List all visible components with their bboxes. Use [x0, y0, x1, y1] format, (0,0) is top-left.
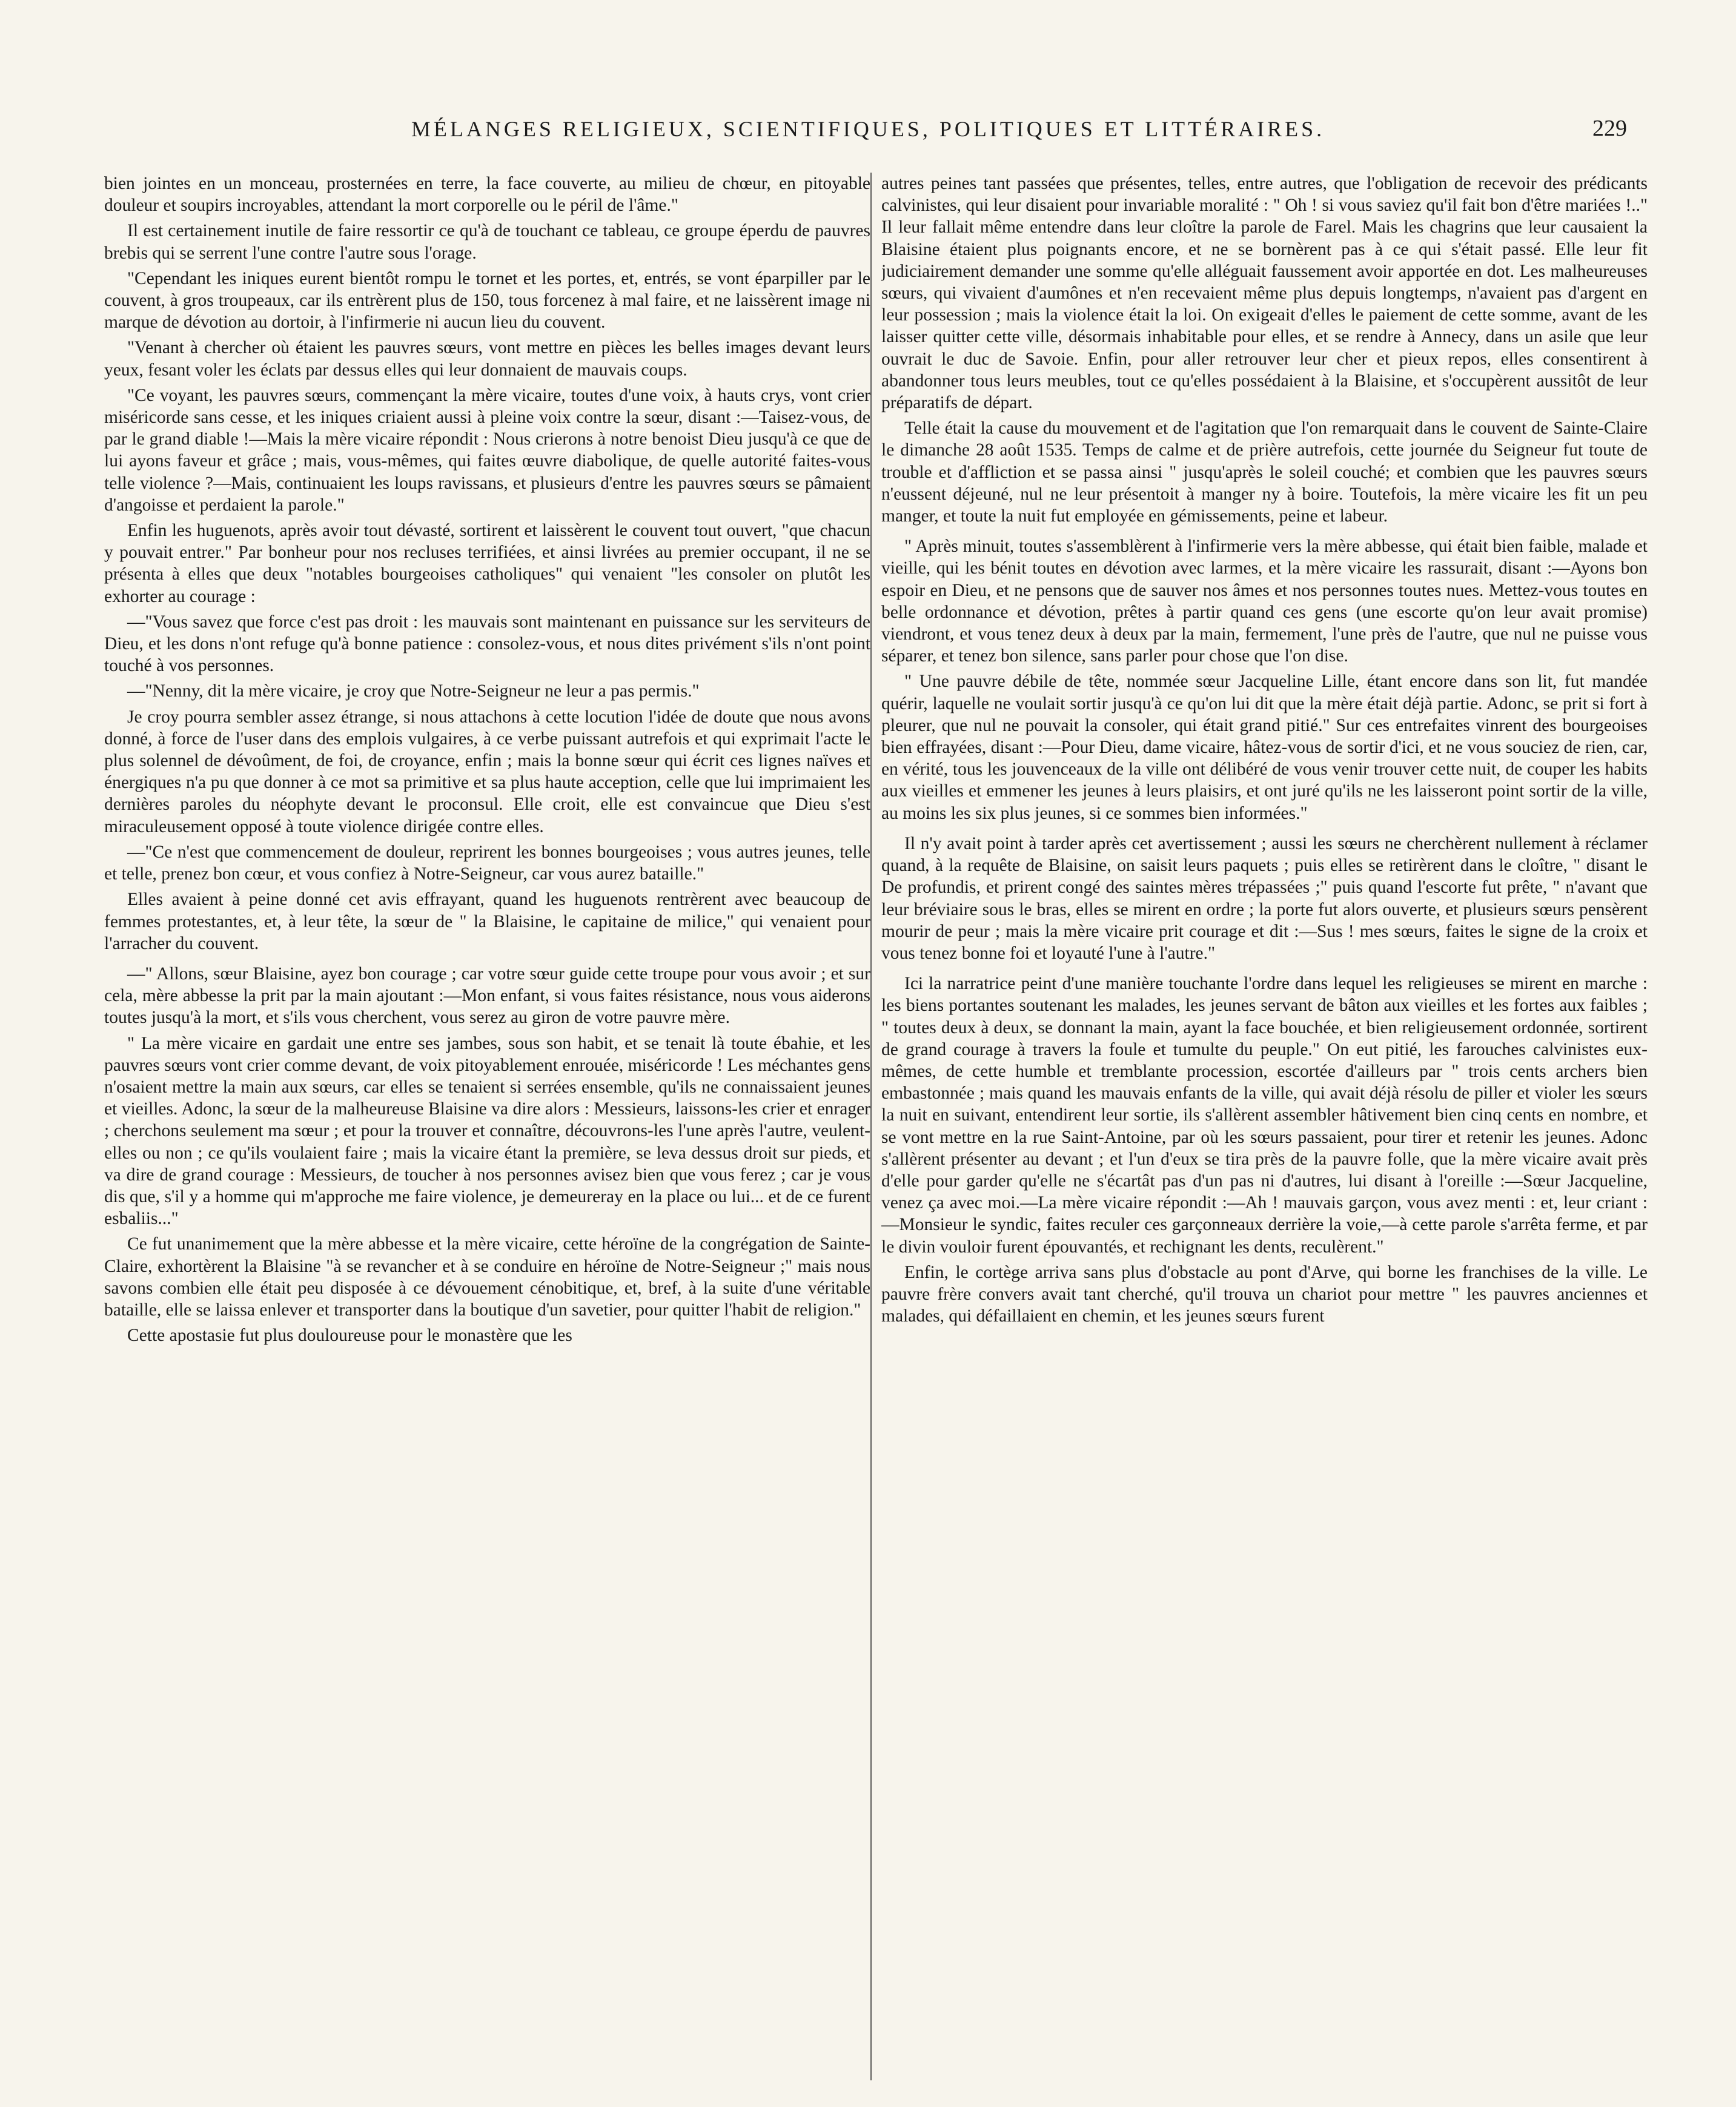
paragraph: —"Vous savez que force c'est pas droit : les mauvais sont maintenant en puissance sur les serviteurs de Dieu, et les dons n'ont refuge qu'à bonne patience : consolez-vous, et nous dites privément s'ils n'ont point touché à vos personnes.	[104, 612, 870, 676]
right-column	[881, 173, 1648, 2086]
paragraph: Telle était la cause du mouvement et de l'agitation que l'on remarquait dans le couvent de Sainte-Claire le dimanche 28 août 1535. Temps de calme et de prière autrefois, cette journée du Seigneur fut toute de trouble et d'affliction et se passa ainsi " jusqu'après le soleil couché; et combien que les pauvres sœurs n'eussent déjeuné, nul ne leur présentoit à manger ny à boire. Toutefois, la mère vicaire les fit un peu manger, et toute la nuit fut employée en gémissements, peine et labeur.	[881, 418, 1648, 526]
paragraph: " Une pauvre débile de tête, nommée sœur Jacqueline Lille, étant encore dans son lit, fut mandée quérir, laquelle ne voulait sortir jusqu'à ce qu'on lui dit que la mère était déjà partie. Adonc, se prit si fort à pleurer, que nul ne pouvait la consoler, qui était grand pitié." Sur ces entrefaites vinrent des bourgeoises bien effrayées, disant :—Pour Dieu, dame vicaire, hâtez-vous de sortir d'ici, et ne vous souciez de rien, car, en vérité, tous les jouvenceaux de la ville ont délibéré de vous venir trouver cette nuit, de couper les habits aux vieilles et emmener les jeunes à leurs plaisirs, et ont juré qu'ils ne les laisseront point sortir de la ville, au moins les six plus jeunes, si ce sommes bien informées."	[881, 672, 1648, 823]
paragraph: Ici la narratrice peint d'une manière touchante l'ordre dans lequel les religieuses se mirent en marche : les biens portantes soutenant les malades, les jeunes servant de bâton aux vieilles et les fortes aux faibles ; " toutes deux à deux, se donnant la main, ayant la face bouchée, et bien religieusement ordonnée, sortirent de grand courage à travers la foule et tumulte du peuple." On eut pitié, les farouches calvinistes eux-mêmes, de cette humble et tremblante procession, escortée d'ailleurs par " trois cents archers bien embastonnée ; mais quand les mauvais enfants de la ville, qui avait déjà résolu de piller et violer les sœurs la nuit en suivant, entendirent leur sortie, ils s'allèrent assembler hâtivement bien cinq cents en nombre, et se vont mettre en la rue Saint-Antoine, par où les sœurs passaient, pour tirer et retenir les jeunes. Adonc s'allèrent présenter au devant ; et l'un d'eux se tira près de la pauvre folle, que la mère vicaire avait près d'elle pour garder qu'elle ne s'écartât pas d'un pas ni d'autres, lui disant à l'oreille :—Sœur Jacqueline, venez ça avec moi.—La mère vicaire répondit :—Ah ! mauvais garçon, vous avez menti : et, leur criant :—Monsieur le syndic, faites reculer ces garçonneaux derrière la voie,—à cette parole s'arrêta ferme, et par le divin vouloir furent épouvantés, et rechignant les dents, reculèrent."	[881, 974, 1648, 1257]
left-column	[104, 173, 870, 2086]
paragraph: bien jointes en un monceau, prosternées en terre, la face couverte, au milieu de chœur, en pitoyable douleur et soupirs incroyables, attendant la mort corporelle ou le péril de l'âme."	[104, 174, 870, 216]
paragraph: Je croy pourra sembler assez étrange, si nous attachons à cette locution l'idée de doute que nous avons donné, à force de l'user dans des emplois vulgaires, à ce verbe puissant autrefois et qui exprimait l'acte le plus solennel de dévoûment, de foi, de croyance, enfin ; mais la bonne sœur qui écrit ces lignes naïves et énergiques n'a pu que donner à ce mot sa primitive et sa plus haute acception, celle que lui imprimaient les dernières paroles du néophyte devant le proconsul. Elle croit, elle est convaincue que Dieu s'est miraculeusement opposé à toute violence dirigée contre elles.	[104, 707, 870, 836]
page-number: 229	[1592, 116, 1627, 141]
paragraph: Ce fut unanimement que la mère abbesse et la mère vicaire, cette héroïne de la congrégation de Sainte-Claire, exhortèrent la Blaisine "à se revancher et à se conduire en héroïne de Notre-Seigneur ;" mais nous savons combien elle était peu disposée à ce dévouement cénobitique, et, bref, à la suite d'une véritable bataille, elle se laissa enlever et transporter dans la boutique d'un savetier, pour quitter l'habit de religion."	[104, 1234, 870, 1320]
page-header	[91, 115, 1645, 151]
paragraph: " La mère vicaire en gardait une entre ses jambes, sous son habit, et se tenait là toute ébahie, et les pauvres sœurs vont crier comme devant, de voix pitoyablement enrouée, miséricorde ! Les méchantes gens n'osaient mettre la main aux sœurs, car elles se tenaient si serrées ensemble, qu'ils ne connaissaient jeunes et vieilles. Adonc, la sœur de la malheureuse Blaisine va dire alors : Messieurs, laissons-les crier et enrager ; cherchons seulement ma sœur ; et pour la trouver et connaître, découvrons-les l'une après l'autre, veulent-elles ou non ; ce qu'ils voulaient faire ; mais la vicaire étant la première, se leva dessus droit sur pieds, et va dire de grand courage : Messieurs, de toucher à nos personnes avisez bien que vous ferez ; car je vous dis que, s'il y a homme qui m'approche me faire violence, je demeureray en la place ou lui... et de ce furent esbaliis..."	[104, 1033, 870, 1229]
paragraph: Cette apostasie fut plus douloureuse pour le monastère que les	[127, 1326, 572, 1346]
paragraph: Il n'y avait point à tarder après cet avertissement ; aussi les sœurs ne cherchèrent nullement à réclamer quand, à la requête de Blaisine, on saisit leurs paquets ; puis elles se retirèrent dans le cloître, " disant le De profundis, et prirent congé des saintes mères trépassées ;" puis quand l'escorte fut prête, " n'avant que leur bréviaire sous le bras, elles se mirent en ordre ; la porte fut alors ouverte, et plusieurs sœurs pensèrent mourir de peur ; mais la mère vicaire prit courage et dit :—Sus ! mes sœurs, faites le signe de la croix et vous tenez bonne foi et loyauté l'une à l'autre."	[881, 833, 1648, 963]
paragraph: "Venant à chercher où étaient les pauvres sœurs, vont mettre en pièces les belles images devant leurs yeux, fesant voler les éclats par dessus elles qui leur donnaient de mauvais coups.	[104, 338, 870, 380]
paragraph: Il est certainement inutile de faire ressortir ce qu'à de touchant ce tableau, ce groupe éperdu de pauvres brebis qui se serrent l'une contre l'autre sous l'orage.	[104, 221, 870, 263]
paragraph: —"Ce n'est que commencement de douleur, reprirent les bonnes bourgeoises ; vous autres jeunes, telle et telle, prenez bon cœur, et vous confiez à Notre-Seigneur, car vous aurez bataille."	[104, 842, 870, 884]
paragraph: Enfin les huguenots, après avoir tout dévasté, sortirent et laissèrent le couvent tout ouvert, "que chacun y pouvait entrer." Par bonheur pour nos recluses terrifiées, et ainsi livrées au premier occupant, il ne se présenta à elles que deux "notables bourgeoises catholiques" qui venaient "les consoler on plutôt les exhorter au courage :	[104, 521, 870, 606]
column-divider	[870, 173, 872, 2080]
paragraph: —" Allons, sœur Blaisine, ayez bon courage ; car votre sœur guide cette troupe pour vous avoir ; et sur cela, mère abbesse la prit par la main ajoutant :—Mon enfant, si vous faites résistance, nous vous aiderons toutes jusqu'à la mort, et s'ils vous cherchent, vous serez au giron de votre pauvre mère.	[104, 964, 870, 1028]
running-title: MÉLANGES RELIGIEUX, SCIENTIFIQUES, POLITIQUES ET LITTÉRAIRES.	[411, 117, 1325, 141]
paragraph: Elles avaient à peine donné cet avis effrayant, quand les huguenots rentrèrent avec beaucoup de femmes protestantes, et, à leur tête, la sœur de " la Blaisine, le capitaine de milice," qui venaient pour l'arracher du couvent.	[104, 890, 870, 953]
paragraph: " Après minuit, toutes s'assemblèrent à l'infirmerie vers la mère abbesse, qui était bien faible, malade et vieille, qui les bénit toutes en dévotion avec larmes, et la mère vicaire les rassurait, disant :—Ayons bon espoir en Dieu, et ne pensons que de sauver nos âmes et nos personnes toutes nues. Mettez-vous toutes en belle ordonnance et dévotion, prêtes à partir quand ces gens (une escorte qu'on leur avait promise) viendront, et vous tenez deux à deux par la main, fermement, l'une près de l'autre, que nul ne puisse vous séparer, et tenez bon silence, sans parler pour chose que l'on dise.	[881, 537, 1648, 666]
paragraph: Enfin, le cortège arriva sans plus d'obstacle au pont d'Arve, qui borne les franchises de la ville. Le pauvre frère convers avait tant cherché, qu'il trouva un chariot pour mettre " les pauvres anciennes et malades, qui défaillaient en chemin, et les jeunes sœurs furent	[881, 1262, 1648, 1326]
paragraph: autres peines tant passées que présentes, telles, entre autres, que l'obligation de recevoir des prédicants calvinistes, qui leur disaient pour invariable moralité : " Oh ! si vous saviez qu'il fait bon d'être mariées !.." Il leur fallait même entendre dans leur cloître la parole de Farel. Mais les chagrins que leur causaient la Blaisine étaient plus poignants encore, et ne se bornèrent pas à ce qui s'était passé. Elle leur fit judiciairement demander une somme qu'elle alléguait faussement avoir apportée en dot. Les malheureuses sœurs, qui vivaient d'aumônes et n'en recevaient même plus depuis longtemps, n'avaient pas d'argent en leur possession ; mais la violence était la loi. On exigeait d'elles le paiement de cette somme, avant de les laisser quitter cette ville, désormais inhabitable pour elles, et se rendre à Annecy, dans un asile que leur ouvrait le duc de Savoie. Enfin, pour aller retrouver leur cher et pieux repos, elles consentirent à abandonner tous leurs meubles, tout ce qu'elles possédaient à la Blaisine, et s'occupèrent aussitôt de leur préparatifs de départ.	[881, 174, 1648, 413]
paragraph: —"Nenny, dit la mère vicaire, je croy que Notre-Seigneur ne leur a pas permis."	[127, 681, 700, 701]
paragraph: "Cependant les iniques eurent bientôt rompu le tornet et les portes, et, entrés, se vont éparpiller par le couvent, à gros troupeaux, car ils entrèrent plus de 150, tous forcenez à mal faire, et ne laissèrent image ni marque de dévotion au dortoir, à l'infirmerie ni aucun lieu du couvent.	[104, 268, 870, 332]
paragraph: "Ce voyant, les pauvres sœurs, commençant la mère vicaire, toutes d'une voix, à hauts crys, vont crier miséricorde sans cesse, et les iniques criaient aussi à pleine voix contre la sœur, disant :—Taisez-vous, de par le grand diable !—Mais la mère vicaire répondit : Nous crierons à notre benoist Dieu jusqu'à ce que de lui ayons faveur et grâce ; mais, vous-mêmes, qui faites œuvre diabolique, de quelle autorité faites-vous telle violence ?—Mais, continuaient les loups ravissans, et plusieurs d'entre les pauvres sœurs se pâmaient d'angoisse et perdaient la parole."	[104, 385, 870, 515]
